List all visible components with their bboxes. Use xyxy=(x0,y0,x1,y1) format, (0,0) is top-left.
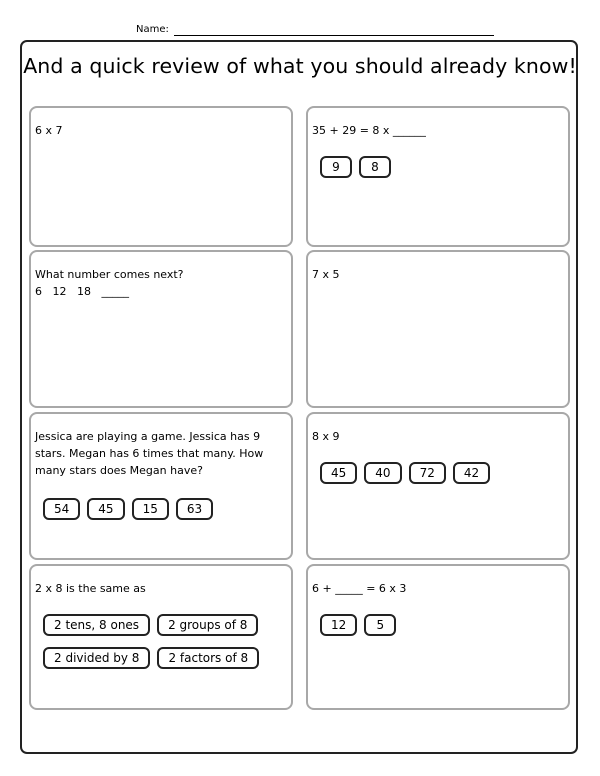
answer-choice[interactable]: 42 xyxy=(453,462,490,484)
answer-choice[interactable]: 72 xyxy=(409,462,446,484)
answer-choices xyxy=(43,498,213,520)
answer-choice[interactable]: 2 factors of 8 xyxy=(157,647,259,669)
question-box-5 xyxy=(29,412,293,560)
page-title: And a quick review of what you should already know! xyxy=(23,54,577,78)
answer-choices xyxy=(320,462,490,484)
question-box-6 xyxy=(306,412,570,560)
name-line[interactable] xyxy=(174,35,494,36)
question-text: 7 x 5 xyxy=(312,268,340,281)
question-box-7 xyxy=(29,564,293,710)
name-label: Name: xyxy=(136,24,169,35)
answer-choice[interactable]: 54 xyxy=(43,498,80,520)
answer-choice[interactable]: 45 xyxy=(320,462,357,484)
answer-choice[interactable]: 2 tens, 8 ones xyxy=(43,614,150,636)
question-box-2 xyxy=(306,106,570,247)
question-text: 8 x 9 xyxy=(312,430,340,443)
question-text xyxy=(35,266,285,300)
answer-choice[interactable]: 2 groups of 8 xyxy=(157,614,258,636)
question-text: 2 x 8 is the same as xyxy=(35,582,146,595)
question-box-3 xyxy=(29,250,293,408)
answer-choice[interactable]: 40 xyxy=(364,462,401,484)
answer-choice[interactable]: 9 xyxy=(320,156,352,178)
answer-choice[interactable]: 15 xyxy=(132,498,169,520)
answer-choice[interactable]: 45 xyxy=(87,498,124,520)
question-box-1 xyxy=(29,106,293,247)
answer-choice[interactable]: 63 xyxy=(176,498,213,520)
answer-choices xyxy=(320,156,391,178)
question-text: 6 x 7 xyxy=(35,124,63,137)
answer-choices xyxy=(320,614,396,636)
question-box-8 xyxy=(306,564,570,710)
answer-choice[interactable]: 5 xyxy=(364,614,396,636)
answer-choice[interactable]: 2 divided by 8 xyxy=(43,647,150,669)
answer-choices-row-1 xyxy=(43,614,258,636)
question-line-2: 6 12 18 _____ xyxy=(35,285,129,298)
question-text: 35 + 29 = 8 x ______ xyxy=(312,124,426,137)
answer-choice[interactable]: 8 xyxy=(359,156,391,178)
answer-choice[interactable]: 12 xyxy=(320,614,357,636)
question-text: 6 + _____ = 6 x 3 xyxy=(312,582,407,595)
question-box-4 xyxy=(306,250,570,408)
question-text: Jessica are playing a game. Jessica has 9 stars. Megan has 6 times that many. How many stars does Megan have? xyxy=(35,430,264,477)
question-line-1: What number comes next? xyxy=(35,268,184,281)
answer-choices-row-2 xyxy=(43,647,259,669)
